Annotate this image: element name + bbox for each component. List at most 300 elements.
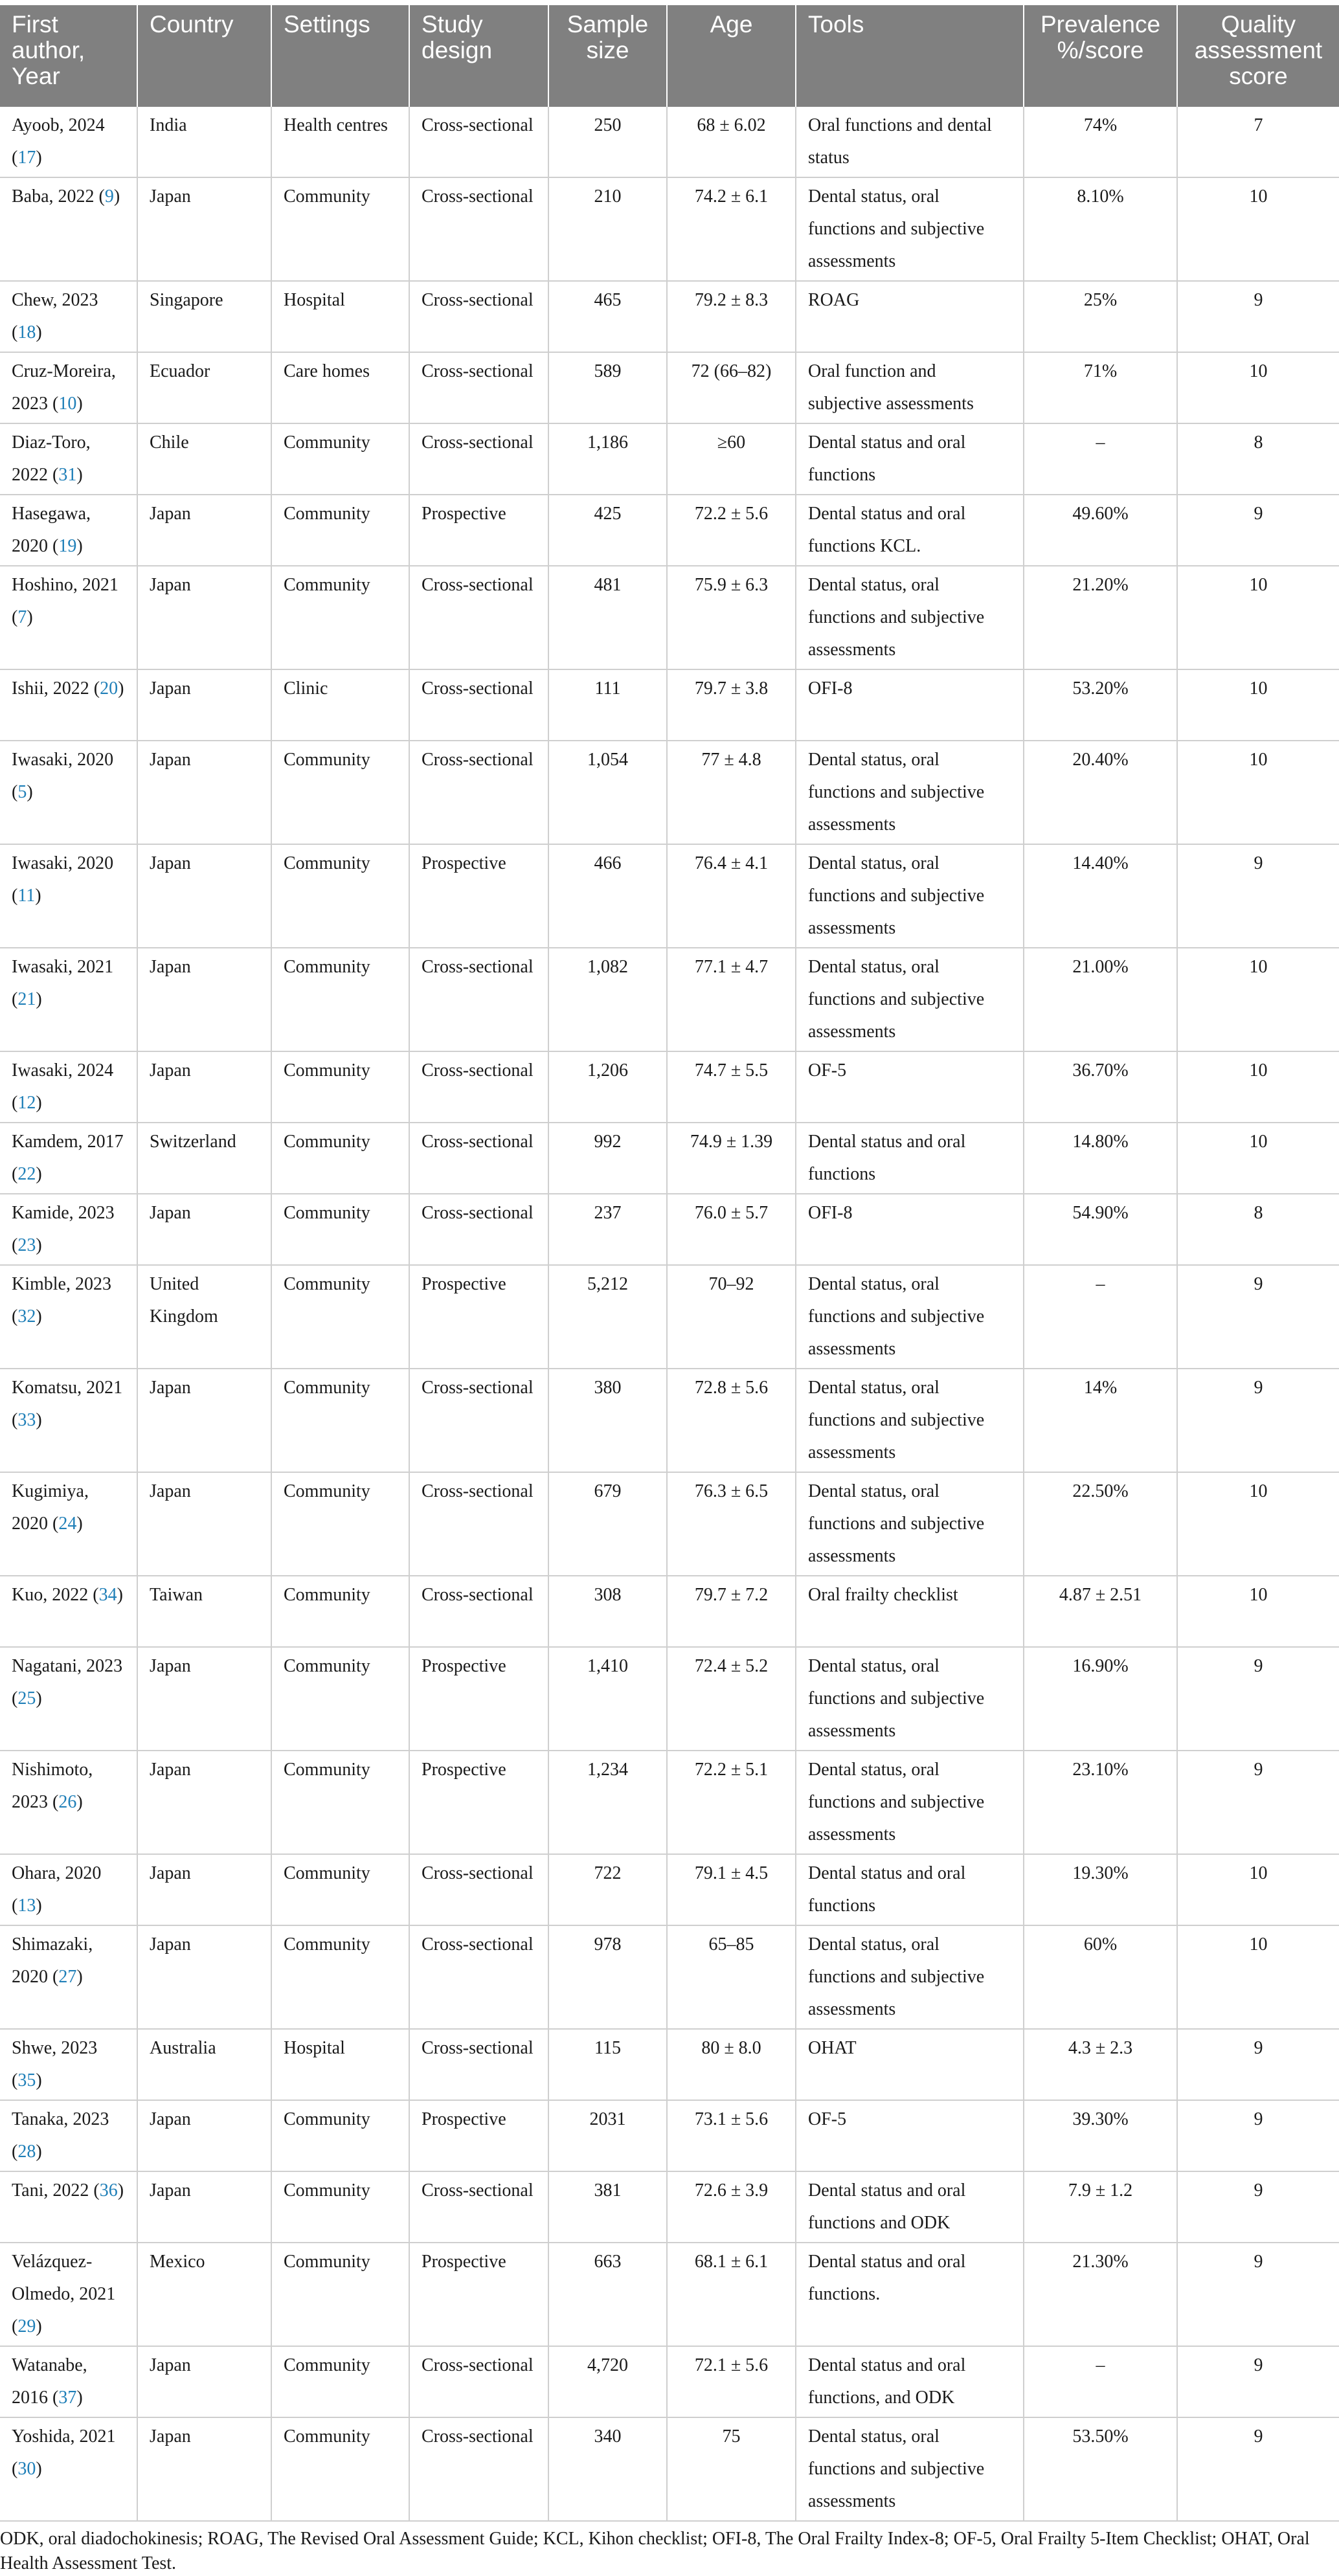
country-cell: Japan — [137, 1194, 271, 1265]
ref-close-paren: ) — [36, 322, 42, 342]
ref-close-paren: ) — [36, 1093, 42, 1113]
country-cell: Taiwan — [137, 1576, 271, 1647]
header-country: Country — [137, 5, 271, 107]
ref-close-paren: ) — [27, 607, 33, 627]
author-cell — [0, 1925, 137, 2029]
age-cell: 79.7 ± 7.2 — [667, 1576, 796, 1647]
country-cell: United Kingdom — [137, 1265, 271, 1369]
study-design-cell: Cross-sectional — [409, 107, 548, 177]
quality-score-cell: 9 — [1177, 1369, 1339, 1472]
table-row — [0, 1265, 1339, 1369]
study-design-cell: Cross-sectional — [409, 1854, 548, 1925]
study-design-cell: Cross-sectional — [409, 2346, 548, 2417]
study-design-cell: Cross-sectional — [409, 423, 548, 495]
table-row — [0, 1647, 1339, 1751]
author-year: Velázquez-Olmedo, 2021 — [12, 2252, 116, 2304]
quality-score-cell: 9 — [1177, 2346, 1339, 2417]
prevalence-cell: 53.50% — [1024, 2417, 1177, 2521]
country-cell: Japan — [137, 669, 271, 741]
table-row — [0, 1854, 1339, 1925]
author-cell — [0, 1369, 137, 1472]
tools-cell: Dental status, oral functions and subjective assessments — [796, 1472, 1024, 1576]
reference-link[interactable]: 23 — [17, 1235, 36, 1255]
setting-cell: Care homes — [271, 352, 409, 423]
setting-cell: Community — [271, 844, 409, 948]
quality-score-cell: 9 — [1177, 2171, 1339, 2243]
study-design-cell: Prospective — [409, 2100, 548, 2171]
header-quality: Quality assessment score — [1177, 5, 1339, 107]
study-design-cell: Prospective — [409, 495, 548, 566]
author-year: Watanabe, 2016 — [12, 2355, 87, 2408]
setting-cell: Community — [271, 1194, 409, 1265]
author-year: Iwasaki, 2021 — [12, 957, 114, 977]
table-row — [0, 2243, 1339, 2346]
ref-open-paren: ( — [48, 1967, 59, 1987]
study-design-cell: Cross-sectional — [409, 1576, 548, 1647]
author-year: Tani, 2022 — [12, 2180, 89, 2201]
prevalence-cell: 49.60% — [1024, 495, 1177, 566]
setting-cell: Community — [271, 2100, 409, 2171]
study-design-cell: Cross-sectional — [409, 1051, 548, 1123]
ref-open-paren: ( — [48, 465, 59, 485]
setting-cell: Community — [271, 1854, 409, 1925]
reference-link[interactable]: 28 — [17, 2142, 36, 2162]
setting-cell: Community — [271, 2243, 409, 2346]
reference-link[interactable]: 5 — [17, 782, 27, 802]
tools-cell: OF-5 — [796, 2100, 1024, 2171]
author-year: Komatsu, 2021 — [12, 1378, 123, 1398]
author-year: Diaz-Toro, 2022 — [12, 432, 91, 485]
sample-size-cell: 4,720 — [548, 2346, 667, 2417]
prevalence-cell: – — [1024, 2346, 1177, 2417]
author-year: Shimazaki, 2020 — [12, 1934, 93, 1987]
age-cell: 75.9 ± 6.3 — [667, 566, 796, 669]
quality-score-cell: 10 — [1177, 669, 1339, 741]
author-year: Cruz-Moreira, 2023 — [12, 361, 116, 414]
country-cell: Japan — [137, 2171, 271, 2243]
age-cell: 76.4 ± 4.1 — [667, 844, 796, 948]
country-cell: Mexico — [137, 2243, 271, 2346]
age-cell: 70–92 — [667, 1265, 796, 1369]
tools-cell: Dental status, oral functions and subjective assessments — [796, 1647, 1024, 1751]
setting-cell: Community — [271, 1647, 409, 1751]
prevalence-cell: 14.40% — [1024, 844, 1177, 948]
ref-open-paren: ( — [12, 322, 18, 342]
reference-link[interactable]: 19 — [58, 536, 77, 556]
quality-score-cell: 10 — [1177, 1854, 1339, 1925]
ref-open-paren: ( — [94, 186, 105, 207]
study-design-cell: Cross-sectional — [409, 2029, 548, 2100]
ref-open-paren: ( — [48, 1792, 59, 1812]
author-year: Ayoob, 2024 — [12, 115, 105, 135]
reference-link[interactable]: 21 — [17, 989, 36, 1009]
header-tools: Tools — [796, 5, 1024, 107]
sample-size-cell: 115 — [548, 2029, 667, 2100]
study-design-cell: Cross-sectional — [409, 352, 548, 423]
study-design-cell: Cross-sectional — [409, 741, 548, 844]
ref-open-paren: ( — [12, 2070, 18, 2090]
quality-score-cell: 10 — [1177, 1925, 1339, 2029]
study-design-cell: Cross-sectional — [409, 1925, 548, 2029]
author-cell — [0, 2100, 137, 2171]
study-characteristics-table — [0, 5, 1339, 2522]
ref-open-paren: ( — [12, 1896, 18, 1916]
country-cell: Switzerland — [137, 1123, 271, 1194]
header-prevalence: Prevalence %/score — [1024, 5, 1177, 107]
ref-open-paren: ( — [12, 148, 18, 168]
country-cell: Japan — [137, 2346, 271, 2417]
tools-cell: Dental status, oral functions and subjective assessments — [796, 1925, 1024, 2029]
country-cell: Japan — [137, 741, 271, 844]
reference-link[interactable]: 10 — [58, 394, 77, 414]
quality-score-cell: 8 — [1177, 1194, 1339, 1265]
table-row — [0, 741, 1339, 844]
study-design-cell: Cross-sectional — [409, 1369, 548, 1472]
table-row — [0, 107, 1339, 177]
country-cell: Japan — [137, 2417, 271, 2521]
setting-cell: Community — [271, 741, 409, 844]
reference-link[interactable]: 24 — [58, 1514, 77, 1534]
ref-close-paren: ) — [36, 1164, 42, 1184]
quality-score-cell: 9 — [1177, 2100, 1339, 2171]
author-year: Ohara, 2020 — [12, 1863, 102, 1883]
ref-open-paren: ( — [12, 1688, 18, 1708]
quality-score-cell: 9 — [1177, 281, 1339, 352]
country-cell: Japan — [137, 1647, 271, 1751]
ref-open-paren: ( — [48, 536, 59, 556]
author-year: Kimble, 2023 — [12, 1274, 111, 1294]
study-design-cell: Cross-sectional — [409, 566, 548, 669]
table-row — [0, 948, 1339, 1051]
age-cell: 76.3 ± 6.5 — [667, 1472, 796, 1576]
reference-link[interactable]: 29 — [17, 2316, 36, 2336]
reference-link[interactable]: 37 — [58, 2388, 77, 2408]
author-cell — [0, 423, 137, 495]
table-row — [0, 1369, 1339, 1472]
sample-size-cell: 340 — [548, 2417, 667, 2521]
author-cell — [0, 1647, 137, 1751]
tools-cell: Dental status and oral functions — [796, 1854, 1024, 1925]
reference-link[interactable]: 32 — [17, 1306, 36, 1327]
author-year: Iwasaki, 2024 — [12, 1060, 114, 1081]
ref-open-paren: ( — [12, 2316, 18, 2336]
author-year: Shwe, 2023 — [12, 2038, 98, 2058]
tools-cell: OF-5 — [796, 1051, 1024, 1123]
prevalence-cell: 4.3 ± 2.3 — [1024, 2029, 1177, 2100]
ref-close-paren: ) — [36, 989, 42, 1009]
study-design-cell: Cross-sectional — [409, 177, 548, 281]
author-cell — [0, 1472, 137, 1576]
prevalence-cell: 14.80% — [1024, 1123, 1177, 1194]
study-design-cell: Cross-sectional — [409, 948, 548, 1051]
header-author: First author, Year — [0, 5, 137, 107]
age-cell: 77.1 ± 4.7 — [667, 948, 796, 1051]
prevalence-cell: 39.30% — [1024, 2100, 1177, 2171]
study-design-cell: Cross-sectional — [409, 669, 548, 741]
reference-link[interactable]: 11 — [17, 886, 36, 906]
reference-link[interactable]: 36 — [99, 2180, 118, 2201]
country-cell: Australia — [137, 2029, 271, 2100]
age-cell: 72 (66–82) — [667, 352, 796, 423]
setting-cell: Clinic — [271, 669, 409, 741]
age-cell: 73.1 ± 5.6 — [667, 2100, 796, 2171]
table-row — [0, 352, 1339, 423]
ref-close-paren: ) — [36, 1896, 42, 1916]
country-cell: Ecuador — [137, 352, 271, 423]
ref-close-paren: ) — [36, 2316, 42, 2336]
tools-cell: Dental status, oral functions and subjective assessments — [796, 1369, 1024, 1472]
country-cell: Japan — [137, 1051, 271, 1123]
prevalence-cell: 60% — [1024, 1925, 1177, 2029]
sample-size-cell: 111 — [548, 669, 667, 741]
reference-link[interactable]: 30 — [17, 2459, 36, 2479]
quality-score-cell: 8 — [1177, 423, 1339, 495]
prevalence-cell: – — [1024, 1265, 1177, 1369]
country-cell: Japan — [137, 1369, 271, 1472]
author-cell — [0, 2243, 137, 2346]
quality-score-cell: 10 — [1177, 566, 1339, 669]
ref-open-paren: ( — [89, 678, 100, 699]
table-row — [0, 2417, 1339, 2521]
quality-score-cell: 10 — [1177, 1123, 1339, 1194]
reference-link[interactable]: 27 — [58, 1967, 77, 1987]
setting-cell: Health centres — [271, 107, 409, 177]
author-cell — [0, 2346, 137, 2417]
ref-open-paren: ( — [12, 782, 18, 802]
table-row — [0, 281, 1339, 352]
prevalence-cell: 7.9 ± 1.2 — [1024, 2171, 1177, 2243]
sample-size-cell: 663 — [548, 2243, 667, 2346]
prevalence-cell: 36.70% — [1024, 1051, 1177, 1123]
setting-cell: Community — [271, 2417, 409, 2521]
quality-score-cell: 9 — [1177, 1751, 1339, 1854]
reference-link[interactable]: 22 — [17, 1164, 36, 1184]
ref-open-paren: ( — [12, 1164, 18, 1184]
table-row — [0, 844, 1339, 948]
author-cell — [0, 495, 137, 566]
table-row — [0, 2100, 1339, 2171]
age-cell: 72.4 ± 5.2 — [667, 1647, 796, 1751]
reference-link[interactable]: 26 — [58, 1792, 77, 1812]
table-footnote: ODK, oral diadochokinesis; ROAG, The Revised Oral Assessment Guide; KCL, Kihon checklist; OFI-8, The Oral Frailty Index-8; OF-5, Oral Frailty 5-Item Checklist; OHAT, Oral Health Assessment Test. — [0, 2529, 1310, 2573]
ref-close-paren: ) — [36, 2459, 42, 2479]
age-cell: 77 ± 4.8 — [667, 741, 796, 844]
author-cell — [0, 1751, 137, 1854]
ref-open-paren: ( — [12, 989, 18, 1009]
ref-open-paren: ( — [12, 1235, 18, 1255]
sample-size-cell: 679 — [548, 1472, 667, 1576]
author-cell — [0, 2417, 137, 2521]
tools-cell: Dental status, oral functions and subjective assessments — [796, 741, 1024, 844]
reference-link[interactable]: 18 — [17, 322, 36, 342]
age-cell: 72.8 ± 5.6 — [667, 1369, 796, 1472]
quality-score-cell: 10 — [1177, 1576, 1339, 1647]
ref-open-paren: ( — [12, 2459, 18, 2479]
author-cell — [0, 1051, 137, 1123]
ref-open-paren: ( — [12, 886, 18, 906]
author-year: Hasegawa, 2020 — [12, 504, 91, 556]
author-year: Baba, 2022 — [12, 186, 95, 207]
tools-cell: Dental status, oral functions and subjective assessments — [796, 948, 1024, 1051]
reference-link[interactable]: 13 — [17, 1896, 36, 1916]
author-cell — [0, 281, 137, 352]
country-cell: Japan — [137, 1472, 271, 1576]
setting-cell: Community — [271, 177, 409, 281]
ref-close-paren: ) — [36, 1410, 42, 1430]
ref-open-paren: ( — [12, 607, 18, 627]
author-cell — [0, 669, 137, 741]
age-cell: 79.1 ± 4.5 — [667, 1854, 796, 1925]
country-cell: Japan — [137, 566, 271, 669]
tools-cell: Dental status, oral functions and subjective assessments — [796, 1265, 1024, 1369]
study-design-cell: Prospective — [409, 1751, 548, 1854]
prevalence-cell: – — [1024, 423, 1177, 495]
reference-link[interactable]: 17 — [17, 148, 36, 168]
quality-score-cell: 9 — [1177, 1647, 1339, 1751]
quality-score-cell: 9 — [1177, 495, 1339, 566]
quality-score-cell: 10 — [1177, 741, 1339, 844]
reference-link[interactable]: 7 — [17, 607, 27, 627]
author-cell — [0, 352, 137, 423]
ref-close-paren: ) — [36, 2070, 42, 2090]
author-year: Kamdem, 2017 — [12, 1132, 124, 1152]
prevalence-cell: 74% — [1024, 107, 1177, 177]
tools-cell: Dental status and oral functions, and ODK — [796, 2346, 1024, 2417]
quality-score-cell: 10 — [1177, 948, 1339, 1051]
author-year: Chew, 2023 — [12, 290, 98, 310]
setting-cell: Community — [271, 566, 409, 669]
country-cell: Japan — [137, 844, 271, 948]
sample-size-cell: 250 — [548, 107, 667, 177]
ref-open-paren: ( — [12, 2142, 18, 2162]
author-year: Ishii, 2022 — [12, 678, 89, 699]
setting-cell: Community — [271, 2171, 409, 2243]
prevalence-cell: 54.90% — [1024, 1194, 1177, 1265]
tools-cell: Dental status and oral functions and ODK — [796, 2171, 1024, 2243]
ref-close-paren: ) — [36, 1688, 42, 1708]
study-design-cell: Cross-sectional — [409, 281, 548, 352]
age-cell: 74.7 ± 5.5 — [667, 1051, 796, 1123]
prevalence-cell: 22.50% — [1024, 1472, 1177, 1576]
quality-score-cell: 7 — [1177, 107, 1339, 177]
ref-close-paren: ) — [76, 1792, 83, 1812]
tools-cell: Dental status and oral functions — [796, 423, 1024, 495]
table-row — [0, 1925, 1339, 2029]
study-design-cell: Cross-sectional — [409, 1123, 548, 1194]
table-row — [0, 1123, 1339, 1194]
ref-close-paren: ) — [27, 782, 33, 802]
sample-size-cell: 1,054 — [548, 741, 667, 844]
tools-cell: OHAT — [796, 2029, 1024, 2100]
reference-link[interactable]: 35 — [17, 2070, 36, 2090]
author-cell — [0, 107, 137, 177]
sample-size-cell: 237 — [548, 1194, 667, 1265]
setting-cell: Community — [271, 1751, 409, 1854]
prevalence-cell: 53.20% — [1024, 669, 1177, 741]
author-cell — [0, 741, 137, 844]
prevalence-cell: 71% — [1024, 352, 1177, 423]
ref-close-paren: ) — [76, 1967, 83, 1987]
study-design-cell: Prospective — [409, 844, 548, 948]
ref-close-paren: ) — [76, 536, 83, 556]
sample-size-cell: 381 — [548, 2171, 667, 2243]
reference-link[interactable]: 33 — [17, 1410, 36, 1430]
header-age: Age — [667, 5, 796, 107]
tools-cell: Dental status, oral functions and subjective assessments — [796, 566, 1024, 669]
reference-link[interactable]: 25 — [17, 1688, 36, 1708]
age-cell: 68 ± 6.02 — [667, 107, 796, 177]
study-design-cell: Cross-sectional — [409, 2417, 548, 2521]
age-cell: 76.0 ± 5.7 — [667, 1194, 796, 1265]
table-row — [0, 566, 1339, 669]
reference-link[interactable]: 34 — [98, 1585, 117, 1605]
tools-cell: Dental status and oral functions. — [796, 2243, 1024, 2346]
author-cell — [0, 2029, 137, 2100]
prevalence-cell: 20.40% — [1024, 741, 1177, 844]
sample-size-cell: 992 — [548, 1123, 667, 1194]
table-row — [0, 669, 1339, 741]
prevalence-cell: 23.10% — [1024, 1751, 1177, 1854]
tools-cell: Oral frailty checklist — [796, 1576, 1024, 1647]
author-cell — [0, 844, 137, 948]
reference-link[interactable]: 12 — [17, 1093, 36, 1113]
author-year: Nagatani, 2023 — [12, 1656, 123, 1676]
sample-size-cell: 1,082 — [548, 948, 667, 1051]
table-row — [0, 2171, 1339, 2243]
age-cell: 72.6 ± 3.9 — [667, 2171, 796, 2243]
prevalence-cell: 8.10% — [1024, 177, 1177, 281]
quality-score-cell: 10 — [1177, 352, 1339, 423]
quality-score-cell: 10 — [1177, 177, 1339, 281]
ref-close-paren: ) — [36, 148, 42, 168]
age-cell: 72.1 ± 5.6 — [667, 2346, 796, 2417]
tools-cell: Oral functions and dental status — [796, 107, 1024, 177]
setting-cell: Community — [271, 1265, 409, 1369]
table-row — [0, 2029, 1339, 2100]
country-cell: Japan — [137, 1925, 271, 2029]
reference-link[interactable]: 20 — [100, 678, 118, 699]
age-cell: 74.2 ± 6.1 — [667, 177, 796, 281]
sample-size-cell: 5,212 — [548, 1265, 667, 1369]
table-row — [0, 1751, 1339, 1854]
prevalence-cell: 4.87 ± 2.51 — [1024, 1576, 1177, 1647]
ref-open-paren: ( — [88, 1585, 99, 1605]
setting-cell: Community — [271, 495, 409, 566]
author-cell — [0, 948, 137, 1051]
ref-close-paren: ) — [36, 1306, 42, 1327]
reference-link[interactable]: 31 — [58, 465, 77, 485]
quality-score-cell: 9 — [1177, 844, 1339, 948]
setting-cell: Community — [271, 1472, 409, 1576]
quality-score-cell: 9 — [1177, 2029, 1339, 2100]
quality-score-cell: 9 — [1177, 1265, 1339, 1369]
setting-cell: Community — [271, 423, 409, 495]
tools-cell: ROAG — [796, 281, 1024, 352]
age-cell: 79.2 ± 8.3 — [667, 281, 796, 352]
country-cell: Japan — [137, 948, 271, 1051]
sample-size-cell: 308 — [548, 1576, 667, 1647]
study-design-cell: Cross-sectional — [409, 2171, 548, 2243]
ref-open-paren: ( — [12, 1410, 18, 1430]
table-row — [0, 2346, 1339, 2417]
ref-open-paren: ( — [48, 2388, 59, 2408]
sample-size-cell: 1,234 — [548, 1751, 667, 1854]
author-cell — [0, 1576, 137, 1647]
ref-close-paren: ) — [76, 394, 83, 414]
country-cell: Singapore — [137, 281, 271, 352]
reference-link[interactable]: 9 — [104, 186, 114, 207]
study-design-cell: Prospective — [409, 1647, 548, 1751]
